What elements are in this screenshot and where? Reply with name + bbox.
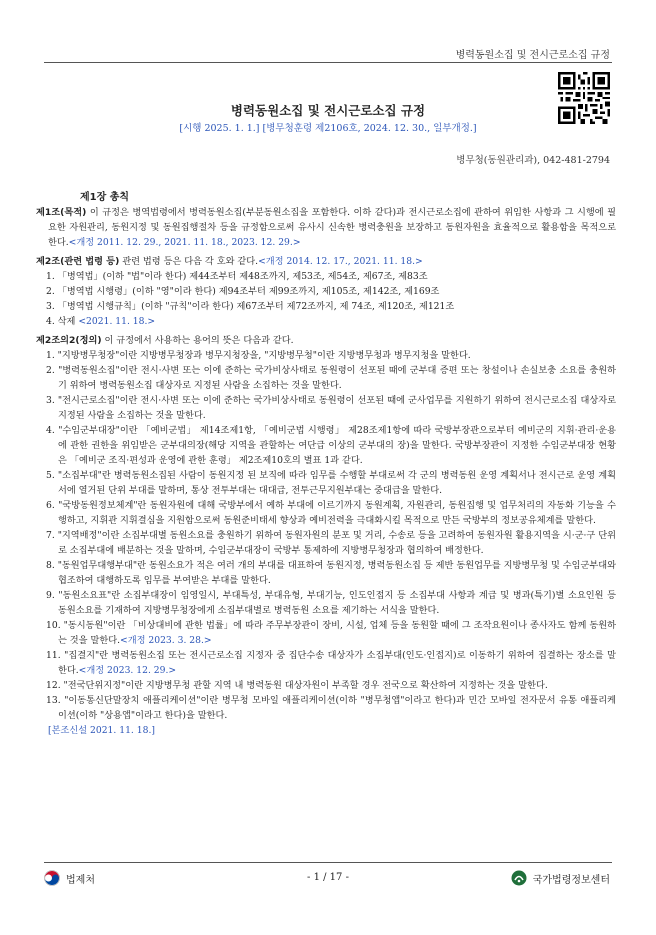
list-item bbox=[36, 348, 616, 363]
list-item: 2. 「병역법 시행령」(이하 "영"이라 한다) 제94조부터 제99조까지, 제105조, 제142조, 제169조 bbox=[46, 286, 440, 297]
article-2-2-note[interactable]: [본조신설 2021. 11. 18.] bbox=[48, 725, 155, 736]
list-item-amendment[interactable]: <개정 2023. 3. 28.> bbox=[120, 635, 212, 646]
list-item-text: 5. "소집부대"란 병력동원소집된 사람이 동원지정 된 보직에 따라 임무를 수행할 부대로써 각 군의 병력동원 운영 계획서나 전시근로 운영 계획서에 열거된 단위 부대를 말하며, 통상 전투부대는 대대급, 전투근무지원부대는 중대급을 말한다. bbox=[46, 470, 616, 496]
list-item bbox=[36, 363, 616, 393]
list-item-text: 4. "수임군부대장"이란 「예비군법」 제14조제1항, 「예비군법 시행령」 제28조제1항에 따라 국방부장관으로부터 예비군의 지휘·관리·운용에 관한 권한을 위임받은 군부대의장(해당 지역을 관할하는 여단급 이상의 군부대의 장)을 말한다. 국방부장관이 지정한 수임군부대장 현황은 「예비군 조직·편성과 운영에 관한 훈령」 제2조제10호의 별표 1과 같다. bbox=[46, 425, 616, 466]
list-item-text: 11. "집결지"란 병력동원소집 또는 전시근로소집 지정자 중 집단수송 대상자가 소집부대(인도·인접지)로 이동하기 위하여 집결하는 장소를 말한다. bbox=[46, 650, 616, 676]
list-item bbox=[36, 528, 616, 558]
article-1 bbox=[36, 205, 616, 250]
list-item-text: 8. "동원업무대행부대"란 동원소요가 적은 여러 개의 부대를 대표하여 동원지정, 병력동원소집 등 제반 동원업무를 지방병무청 및 수임군부대와 협조하여 대행하도록 임무를 부여받은 부대를 말한다. bbox=[46, 560, 616, 586]
article-2-items bbox=[36, 269, 616, 329]
page-number: - 1 / 17 - bbox=[307, 872, 349, 883]
article-2-text: 관련 법령 등은 다음 각 호와 같다. bbox=[119, 256, 259, 267]
list-item bbox=[36, 588, 616, 618]
list-item bbox=[36, 648, 616, 678]
list-item: 1. 「병역법」(이하 "법"이라 한다) 제44조부터 제48조까지, 제53조, 제54조, 제67조, 제83조 bbox=[46, 271, 428, 282]
list-item-text: 6. "국방동원정보체계"란 동원자원에 대해 국방부에서 예하 부대에 이르기까지 동원계획, 자원관리, 동원집행 및 업무처리의 자동화 기능을 수행하고, 지휘관 지휘결심을 지원함으로써 동원준비태세 향상과 예비전력을 극대화시킬 목적으로 만든 국방부의 정보공유체계를 말한다. bbox=[46, 500, 616, 526]
list-item bbox=[36, 468, 616, 498]
list-item-text: 3. "전시근로소집"이란 전시·사변 또는 이에 준하는 국가비상사태로 동원령이 선포된 때에 군사업무를 지원하기 위하여 전시근로소집 대상자로 지정된 사람을 소집하는 것을 말한다. bbox=[46, 395, 616, 421]
list-item bbox=[36, 678, 616, 693]
article-2-2 bbox=[36, 333, 616, 738]
list-item-text: 4. 삭제 bbox=[46, 316, 79, 327]
article-2 bbox=[36, 254, 616, 329]
article-1-heading: 제1조(목적) bbox=[36, 207, 87, 218]
definition-list bbox=[36, 348, 616, 723]
footer-rule bbox=[44, 862, 612, 863]
list-item-text: 10. "동시동원"이란 「비상대비에 관한 법률」에 따라 주무부장관이 장비, 시설, 업체 등을 동원할 때에 그 조작요원이나 종사자도 함께 동원하는 것을 말한다. bbox=[46, 620, 616, 646]
list-item bbox=[36, 314, 616, 329]
footer-left-label: 법제처 bbox=[66, 874, 95, 886]
law-center-logo-icon bbox=[511, 870, 527, 886]
list-item bbox=[36, 558, 616, 588]
list-item bbox=[36, 693, 616, 723]
chapter-heading: 제1장 총칙 bbox=[80, 192, 130, 203]
article-1-text: 이 규정은 병역법령에서 병력동원소집(부분동원소집을 포함한다. 이하 같다)과 전시근로소집에 관하여 위임한 사항과 그 시행에 필요한 자원관리, 동원지정 및 동원집행절차 등을 규정함으로써 유사시 신속한 병력충원을 보장하고 동원자원을 효율적으로 활용함을 목적으로 한다. bbox=[48, 207, 616, 248]
list-item-amendment[interactable]: <개정 2023. 12. 29.> bbox=[78, 665, 177, 676]
list-item-amendment[interactable]: <2021. 11. 18.> bbox=[78, 316, 156, 327]
document-subtitle[interactable]: [시행 2025. 1. 1.] [병무청훈령 제2106호, 2024. 12. 30., 일부개정.] bbox=[179, 123, 477, 134]
document-body bbox=[36, 205, 616, 742]
agency-contact: 병무청(동원관리과), 042-481-2794 bbox=[456, 155, 610, 166]
header-rule bbox=[44, 62, 612, 63]
list-item bbox=[36, 393, 616, 423]
list-item bbox=[36, 423, 616, 468]
article-2-2-heading: 제2조의2(정의) bbox=[36, 335, 102, 346]
list-item-text: 7. "지역배정"이란 소집부대별 동원소요를 충원하기 위하여 동원자원의 분포 및 거리, 수송로 등을 고려하여 동원자원 활용지역을 시·군·구 단위로 소집부대에 배분하는 것을 말하며, 수임군부대장이 국방부 통제하에 지방병무청장과 협의하여 배정한다. bbox=[46, 530, 616, 556]
list-item: 3. 「병역법 시행규칙」(이하 "규칙"이라 한다) 제67조부터 제72조까지, 제 74조, 제120조, 제121조 bbox=[46, 301, 455, 312]
article-2-heading: 제2조(관련 법령 등) bbox=[36, 256, 120, 267]
list-item-text: 9. "동원소요표"란 소집부대장이 임영일시, 부대특성, 부대유형, 부대기능, 인도인접지 등 소집부대 사항과 계급 및 병과(특기)별 소요인원 등 동원소요를 기재하여 지방병무청장에게 소집부대별로 병력동원 소요를 제기하는 서식을 말한다. bbox=[46, 590, 616, 616]
article-2-2-text: 이 규정에서 사용하는 용어의 뜻은 다음과 같다. bbox=[101, 335, 294, 346]
list-item-text: 2. "병력동원소집"이란 전시·사변 또는 이에 준하는 국가비상사태로 동원령이 선포된 때에 군부대 증편 또는 창설이나 손실보충 소요를 충원하기 위하여 병력동원소집 대상자로 지정된 사람을 소집하는 것을 말한다. bbox=[46, 365, 616, 391]
footer-right-label: 국가법령정보센터 bbox=[532, 874, 610, 886]
article-2-amendment[interactable]: <개정 2014. 12. 17., 2021. 11. 18.> bbox=[258, 256, 423, 267]
list-item-text: 13. "이동통신단말장치 애플리케이션"이란 병무청 모바일 애플리케이션(이하 "병무청앱"이라고 한다)과 민간 모바일 전자문서 유통 애플리케이션(이하 "상용앱"이라고 한다)을 말한다. bbox=[46, 695, 616, 721]
list-item bbox=[36, 498, 616, 528]
running-header: 병력동원소집 및 전시근로소집 규정 bbox=[455, 50, 610, 61]
document-title: 병력동원소집 및 전시근로소집 규정 bbox=[230, 103, 426, 118]
list-item-text: 12. "전국단위지정"이란 지방병무청 관할 지역 내 병력동원 대상자원이 부족할 경우 전국으로 확산하여 지정하는 것을 말한다. bbox=[46, 680, 548, 691]
list-item-text: 1. "지방병무청장"이란 지방병무청장과 병무지청장을, "지방병무청"이란 지방병무청과 병무지청을 말한다. bbox=[46, 350, 471, 361]
list-item bbox=[36, 618, 616, 648]
article-1-amendment[interactable]: <개정 2011. 12. 29., 2021. 11. 18., 2023. 12. 29.> bbox=[68, 237, 301, 248]
footer-right bbox=[511, 870, 610, 886]
